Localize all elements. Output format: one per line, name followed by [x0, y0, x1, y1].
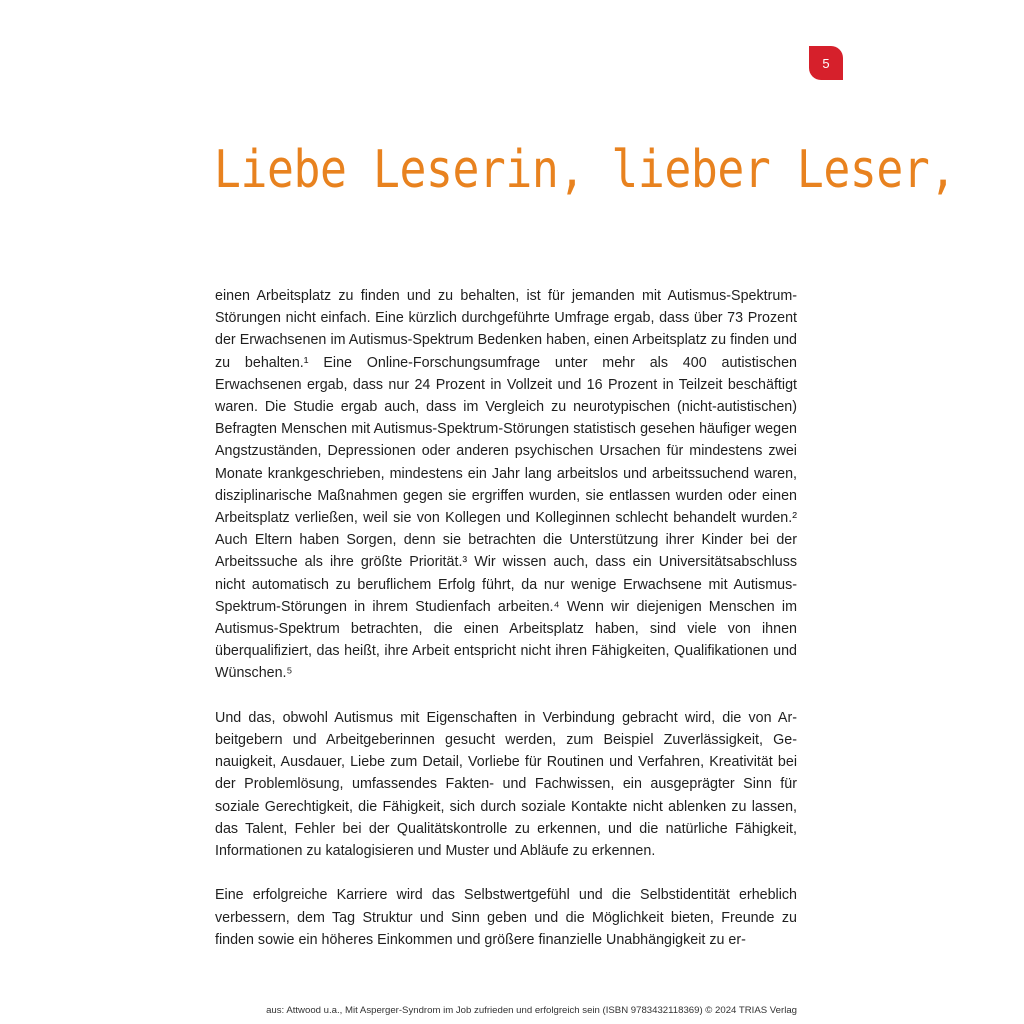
source-footer: aus: Attwood u.a., Mit Asperger-Syndrom im Job zufrieden und erfolgreich sein (ISBN 9783432118369) © 2024 TRIAS Verlag [266, 1005, 797, 1016]
body-text [215, 285, 797, 951]
paragraph-2: Und das, obwohl Autismus mit Eigenschaften in Verbindung gebracht wird, die von Arbeitgebern und Arbeitgeberinnen gesucht werden, zum Beispiel Zuverlässigkeit, Genauigkeit, Ausdauer, Liebe zum Detail, Vorliebe für Routinen und Verfahren, Kreativität bei der Problemlösung, umfassendes Fakten- und Fachwissen, ein ausgeprägter Sinn für soziale Gerechtigkeit, die Fähigkeit, sich durch soziale Kontakte nicht ablenken zu lassen, das Talent, Fehler bei der Qualitätskontrolle zu erkennen, und die natürliche Fähigkeit, Informationen zu katalogisieren und Muster und Abläufe zu erkennen. [215, 709, 797, 860]
page-number-badge: 5 [809, 46, 843, 80]
page-title: Liebe Leserin, lieber Leser, [214, 140, 956, 200]
paragraph-1: einen Arbeitsplatz zu finden und zu behalten, ist für jemanden mit Autismus-Spektrum-Störungen nicht einfach. Eine kürzlich durchgeführte Umfrage ergab, dass über 73 Prozent der Erwachsenen im Autismus-Spektrum Bedenken haben, einen Arbeitsplatz zu finden und zu behalten.¹ Eine Online-Forschungsumfrage unter mehr als 400 autistischen Erwachsenen ergab, dass nur 24 Prozent in Vollzeit und 16 Prozent in Teilzeit beschäftigt waren. Die Studie ergab auch, dass im Vergleich zu neurotypischen (nicht-autistischen) Befragten Menschen mit Autismus-Spektrum-Störungen statistisch gesehen häufiger wegen Angstzuständen, Depressionen oder anderen psychischen Ursachen für mindestens zwei Monate krankgeschrieben, mindestens ein Jahr lang arbeitslos und arbeitssuchend waren, disziplinarische Maßnahmen gegen sie ergriffen wurden, sie entlassen wurden oder einen Arbeitsplatz verließen, weil sie von Kollegen und Kolleginnen schlecht behandelt wurden.² Auch Eltern haben Sorgen, denn sie betrachten die Unterstützung ihrer Kinder bei der Arbeitssuche als ihre größte Priorität.³ Wir wissen auch, dass ein Universitätsabschluss nicht automatisch zu beruflichem Erfolg führt, da nur wenige Erwachsene mit Autismus-Spektrum-Störungen in ihrem Studienfach arbeiten.⁴ Wenn wir diejenigen Menschen im Autismus-Spektrum betrachten, die einen Arbeitsplatz haben, sind viele von ihnen überqualifiziert, das heißt, ihre Arbeit entspricht nicht ihren Fähigkeiten, Qualifikationen und Wünschen.⁵ [215, 288, 797, 682]
paragraph-3: Eine erfolgreiche Karriere wird das Selbstwertgefühl und die Selbstidentität erheblich verbessern, dem Tag Struktur und Sinn geben und die Möglichkeit bieten, Freunde zu finden sowie ein höheres Einkommen und größere finanzielle Unabhängigkeit zu er- [215, 887, 797, 948]
